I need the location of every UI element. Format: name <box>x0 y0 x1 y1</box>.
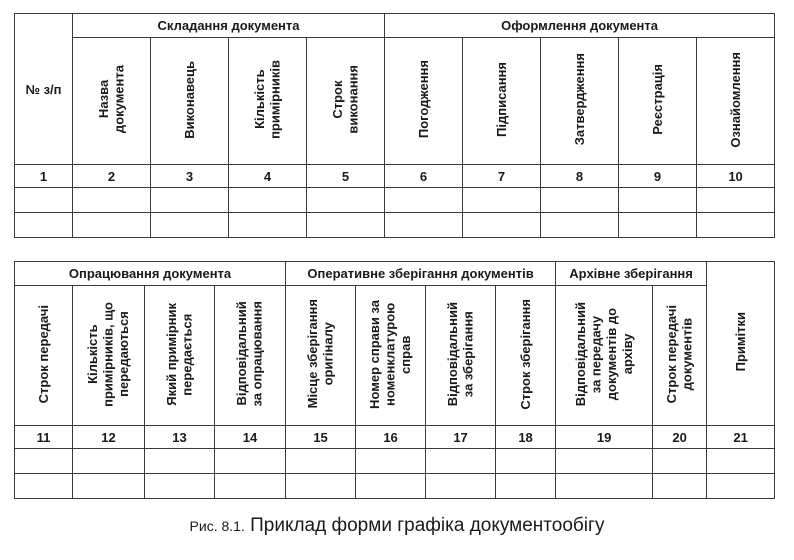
column-header: Строк передачі документів <box>653 286 707 426</box>
empty-cell[interactable] <box>286 449 356 474</box>
column-number: 5 <box>307 165 385 188</box>
column-number: 7 <box>463 165 541 188</box>
group-header-formatting: Оформлення документа <box>385 14 775 38</box>
document-flow-table-1 <box>14 13 775 238</box>
empty-cell[interactable] <box>215 449 286 474</box>
empty-cell[interactable] <box>653 474 707 499</box>
group-header-composition: Складання документа <box>73 14 385 38</box>
empty-cell[interactable] <box>707 449 775 474</box>
column-number: 20 <box>653 426 707 449</box>
column-number-row <box>15 426 775 449</box>
empty-cell[interactable] <box>356 474 426 499</box>
empty-row <box>15 213 775 238</box>
column-number: 12 <box>73 426 145 449</box>
column-header: Кількість примірників <box>229 38 307 165</box>
empty-cell[interactable] <box>73 474 145 499</box>
column-number: 13 <box>145 426 215 449</box>
empty-cell[interactable] <box>426 449 496 474</box>
column-number-row <box>15 165 775 188</box>
empty-cell[interactable] <box>653 449 707 474</box>
column-number: 16 <box>356 426 426 449</box>
figure-caption <box>0 515 794 537</box>
figure-caption-prefix: Рис. 8.1. <box>189 518 245 534</box>
column-header: Відповідальний за опрацювання <box>215 286 286 426</box>
empty-cell[interactable] <box>151 188 229 213</box>
empty-cell[interactable] <box>496 474 556 499</box>
column-number: 21 <box>707 426 775 449</box>
empty-cell[interactable] <box>307 188 385 213</box>
column-header: Підписання <box>463 38 541 165</box>
column-number: 18 <box>496 426 556 449</box>
column-header: Строк зберігання <box>496 286 556 426</box>
column-number: 2 <box>73 165 151 188</box>
column-header: Виконавець <box>151 38 229 165</box>
column-number: 8 <box>541 165 619 188</box>
empty-cell[interactable] <box>73 449 145 474</box>
empty-cell[interactable] <box>385 188 463 213</box>
empty-cell[interactable] <box>356 449 426 474</box>
empty-cell[interactable] <box>145 449 215 474</box>
column-number: 17 <box>426 426 496 449</box>
column-header: Ознайомлення <box>697 38 775 165</box>
column-number: 11 <box>15 426 73 449</box>
column-header: Відповідальний за передачу документів до архіву <box>556 286 653 426</box>
empty-row <box>15 474 775 499</box>
empty-cell[interactable] <box>556 449 653 474</box>
empty-cell[interactable] <box>541 213 619 238</box>
column-header-notes: Примітки <box>707 262 775 426</box>
column-header: Затвердження <box>541 38 619 165</box>
empty-cell[interactable] <box>556 474 653 499</box>
column-number: 6 <box>385 165 463 188</box>
column-header: Кількість примірників, що передаються <box>73 286 145 426</box>
empty-cell[interactable] <box>307 213 385 238</box>
empty-row <box>15 188 775 213</box>
empty-cell[interactable] <box>541 188 619 213</box>
empty-cell[interactable] <box>15 188 73 213</box>
empty-cell[interactable] <box>151 213 229 238</box>
column-number: 19 <box>556 426 653 449</box>
empty-row <box>15 449 775 474</box>
empty-cell[interactable] <box>215 474 286 499</box>
column-header: Погодження <box>385 38 463 165</box>
empty-cell[interactable] <box>73 213 151 238</box>
empty-cell[interactable] <box>15 474 73 499</box>
column-number: 14 <box>215 426 286 449</box>
empty-cell[interactable] <box>286 474 356 499</box>
column-header: Реєстрація <box>619 38 697 165</box>
empty-cell[interactable] <box>15 449 73 474</box>
column-header: Строк передачі <box>15 286 73 426</box>
column-header: Номер справи за номенклатурою справ <box>356 286 426 426</box>
column-header: Який примірник передається <box>145 286 215 426</box>
empty-cell[interactable] <box>145 474 215 499</box>
empty-cell[interactable] <box>697 188 775 213</box>
empty-cell[interactable] <box>619 213 697 238</box>
group-header-operative-storage: Оперативне зберігання документів <box>286 262 556 286</box>
empty-cell[interactable] <box>707 474 775 499</box>
column-number: 9 <box>619 165 697 188</box>
empty-cell[interactable] <box>15 213 73 238</box>
column-number: 3 <box>151 165 229 188</box>
document-flow-table-2 <box>14 261 775 499</box>
empty-cell[interactable] <box>385 213 463 238</box>
empty-cell[interactable] <box>496 449 556 474</box>
column-number: 1 <box>15 165 73 188</box>
column-header: Відповідальний за зберігання <box>426 286 496 426</box>
column-number: 4 <box>229 165 307 188</box>
empty-cell[interactable] <box>463 213 541 238</box>
empty-cell[interactable] <box>426 474 496 499</box>
figure-caption-text: Приклад форми графіка документообігу <box>244 515 605 536</box>
column-header: Назва документа <box>73 38 151 165</box>
empty-cell[interactable] <box>619 188 697 213</box>
group-header-archive-storage: Архівне зберігання <box>556 262 707 286</box>
column-header: Строк виконання <box>307 38 385 165</box>
row-number-header: № з/п <box>15 14 73 165</box>
empty-cell[interactable] <box>463 188 541 213</box>
column-header: Місце зберігання оригіналу <box>286 286 356 426</box>
empty-cell[interactable] <box>229 188 307 213</box>
group-header-processing: Опрацювання документа <box>15 262 286 286</box>
empty-cell[interactable] <box>73 188 151 213</box>
column-number: 15 <box>286 426 356 449</box>
empty-cell[interactable] <box>697 213 775 238</box>
empty-cell[interactable] <box>229 213 307 238</box>
column-number: 10 <box>697 165 775 188</box>
